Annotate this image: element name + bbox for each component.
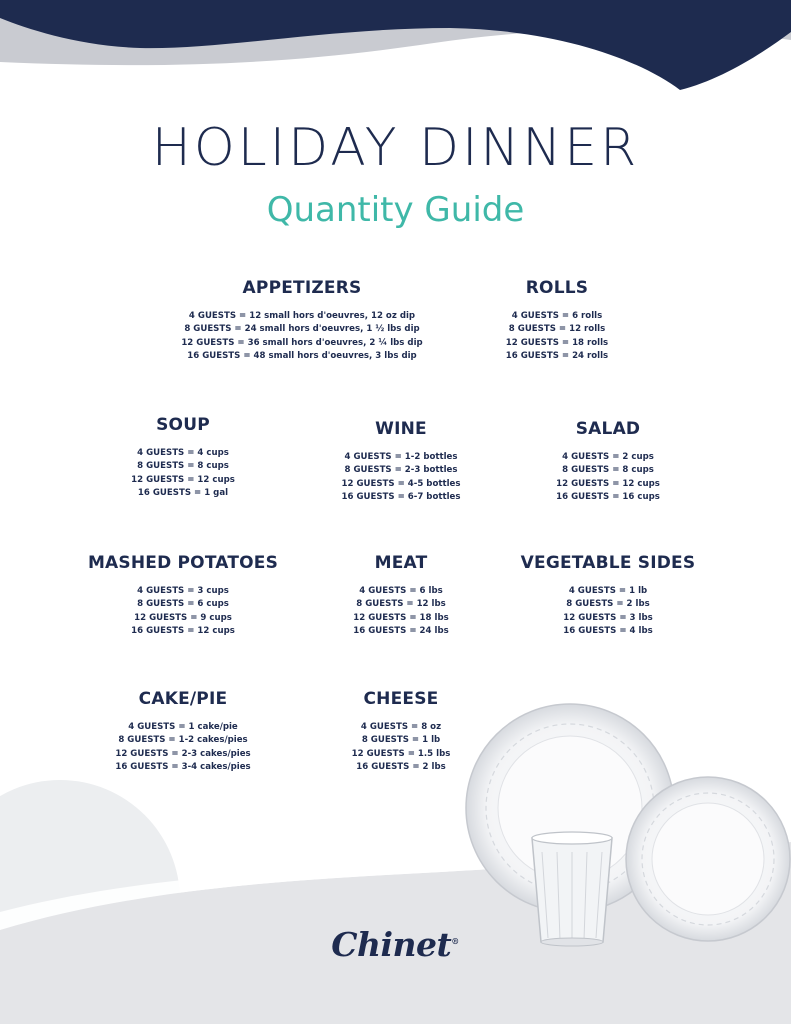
section-rolls: [427, 278, 687, 363]
quantity-line: 16 GUESTS = 4 lbs: [563, 625, 653, 636]
quantity-line: 16 GUESTS = 12 cups: [131, 625, 235, 636]
quantity-line: 8 GUESTS = 1 lb: [361, 735, 441, 746]
quantity-line: 8 GUESTS = 12 rolls: [508, 324, 606, 335]
quantity-line: 8 GUESTS = 1-2 cakes/pies: [118, 735, 248, 746]
quantity-line: 4 GUESTS = 4 cups: [137, 448, 229, 458]
quantity-line: 4 GUESTS = 2 cups: [562, 452, 654, 462]
quantity-line: 4 GUESTS = 1-2 bottles: [344, 452, 458, 462]
quantity-line: 12 GUESTS = 4-5 bottles: [341, 478, 461, 489]
quantity-line: 8 GUESTS = 2-3 bottles: [344, 465, 458, 476]
quantity-line: 16 GUESTS = 24 lbs: [353, 625, 449, 636]
logo-text: Chinet: [331, 925, 452, 964]
quantity-line: 12 GUESTS = 18 rolls: [505, 337, 609, 348]
quantity-line: 8 GUESTS = 2 lbs: [566, 599, 650, 610]
section-heading: MASHED POTATOES: [87, 553, 279, 573]
section-heading: MEAT: [374, 553, 428, 573]
quantity-line: 12 GUESTS = 9 cups: [134, 612, 232, 623]
quantity-line: 4 GUESTS = 12 small hors d'oeuvres, 12 oz dip: [188, 311, 416, 321]
section-heading: SALAD: [575, 419, 641, 439]
quantity-line: 12 GUESTS = 1.5 lbs: [351, 748, 451, 759]
page-title: HOLIDAY DINNER: [151, 118, 640, 178]
quantity-line: 4 GUESTS = 8 oz: [360, 722, 442, 732]
chinet-logo: [330, 925, 460, 964]
quantity-line: 12 GUESTS = 36 small hors d'oeuvres, 2 ¼ lbs dip: [181, 337, 423, 348]
quantity-line: 8 GUESTS = 8 cups: [137, 461, 229, 472]
quantity-line: 8 GUESTS = 6 cups: [137, 599, 229, 610]
section-heading: SOUP: [156, 415, 210, 435]
quantity-line: 16 GUESTS = 3-4 cakes/pies: [115, 761, 251, 772]
quantity-line: 12 GUESTS = 12 cups: [131, 474, 235, 485]
quantity-line: 16 GUESTS = 48 small hors d'oeuvres, 3 lbs dip: [187, 350, 417, 361]
section-heading: CAKE/PIE: [138, 689, 228, 709]
quantity-line: 12 GUESTS = 12 cups: [556, 478, 660, 489]
quantity-line: 16 GUESTS = 2 lbs: [356, 761, 446, 772]
quantity-line: 16 GUESTS = 16 cups: [556, 491, 660, 502]
quantity-line: 8 GUESTS = 24 small hors d'oeuvres, 1 ½ lbs dip: [184, 324, 420, 335]
quantity-line: 12 GUESTS = 18 lbs: [353, 612, 449, 623]
section-vegetable-sides: [478, 553, 738, 638]
quantity-line: 16 GUESTS = 6-7 bottles: [341, 491, 461, 502]
section-heading: CHEESE: [363, 689, 439, 709]
quantity-line: 4 GUESTS = 1 lb: [568, 586, 648, 596]
quantity-line: 4 GUESTS = 1 cake/pie: [128, 722, 238, 732]
quantity-line: 4 GUESTS = 6 rolls: [511, 311, 603, 321]
section-heading: APPETIZERS: [242, 278, 362, 298]
quantity-line: 16 GUESTS = 24 rolls: [505, 350, 609, 361]
section-appetizers: [172, 278, 432, 363]
section-heading: ROLLS: [525, 278, 589, 298]
quantity-line: 4 GUESTS = 6 lbs: [359, 586, 443, 596]
registered-mark: ®: [451, 936, 459, 946]
quantity-line: 8 GUESTS = 12 lbs: [356, 599, 446, 610]
section-salad: [478, 419, 738, 504]
quantity-line: 12 GUESTS = 3 lbs: [563, 612, 653, 623]
section-heading: WINE: [375, 419, 427, 439]
quantity-line: 16 GUESTS = 1 gal: [137, 487, 229, 498]
quantity-line: 12 GUESTS = 2-3 cakes/pies: [115, 748, 251, 759]
section-heading: VEGETABLE SIDES: [520, 553, 696, 573]
quantity-line: 4 GUESTS = 3 cups: [137, 586, 229, 596]
page-subtitle: Quantity Guide: [266, 190, 525, 230]
quantity-line: 8 GUESTS = 8 cups: [562, 465, 654, 476]
plates-and-cup-image: [462, 702, 791, 962]
